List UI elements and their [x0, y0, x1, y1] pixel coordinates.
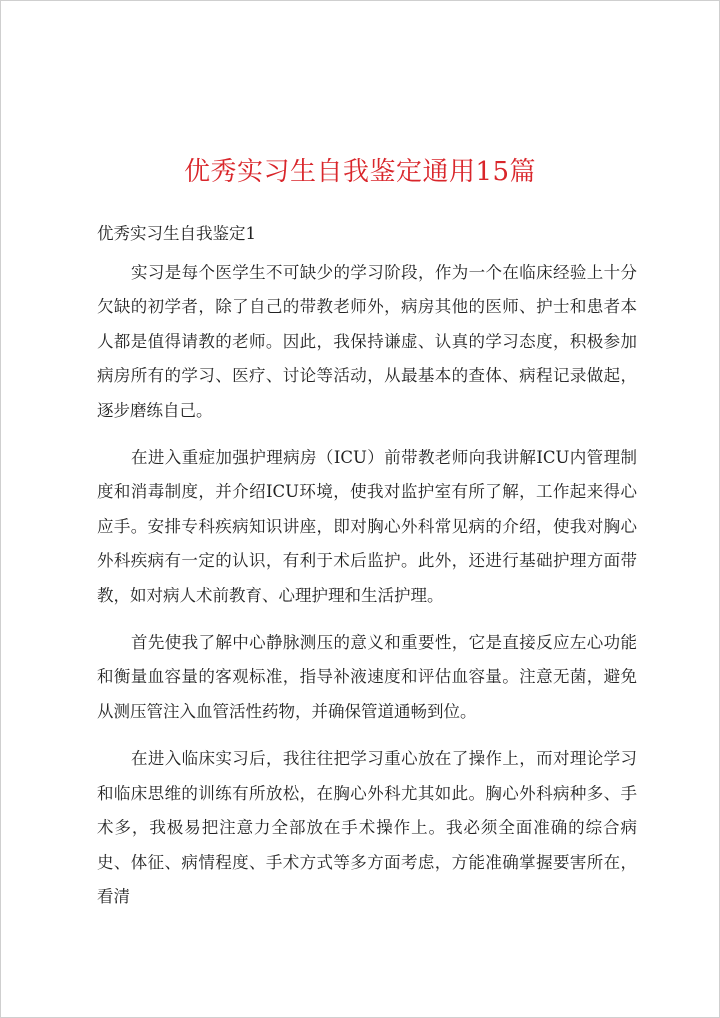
body-paragraph: 在进入临床实习后，我往往把学习重心放在了操作上，而对理论学习和临床思维的训练有所放松，在胸心外科尤其如此。胸心外科病种多、手术多，我极易把注意力全部放在手术操作上。我必须全面准确的综合病史、体征、病情程度、手术方式等多方面考虑，方能准确掌握要害所在，看清 [97, 749, 637, 906]
document-body [97, 256, 637, 927]
document-title: 优秀实习生自我鉴定通用15篇 [183, 157, 537, 187]
body-paragraph: 首先使我了解中心静脉测压的意义和重要性，它是直接反应左心功能和衡量血容量的客观标准，指导补液速度和评估血容量。注意无菌，避免从测压管注入血管活性药物，并确保管道通畅到位。 [97, 633, 637, 721]
section-heading: 优秀实习生自我鉴定1 [97, 224, 256, 243]
body-paragraph: 在进入重症加强护理病房（ICU）前带教老师向我讲解ICU内管理制度和消毒制度，并介绍ICU环境，使我对监护室有所了解，工作起来得心应手。安排专科疾病知识讲座，即对胸心外科常见病的介绍，使我对胸心外科疾病有一定的认识，有利于术后监护。此外，还进行基础护理方面带教，如对病人术前教育、心理护理和生活护理。 [97, 448, 637, 605]
body-paragraph: 实习是每个医学生不可缺少的学习阶段，作为一个在临床经验上十分欠缺的初学者，除了自己的带教老师外，病房其他的医师、护士和患者本人都是值得请教的老师。因此，我保持谦虚、认真的学习态度，积极参加病房所有的学习、医疗、讨论等活动，从最基本的查体、病程记录做起，逐步磨练自己。 [97, 263, 637, 420]
